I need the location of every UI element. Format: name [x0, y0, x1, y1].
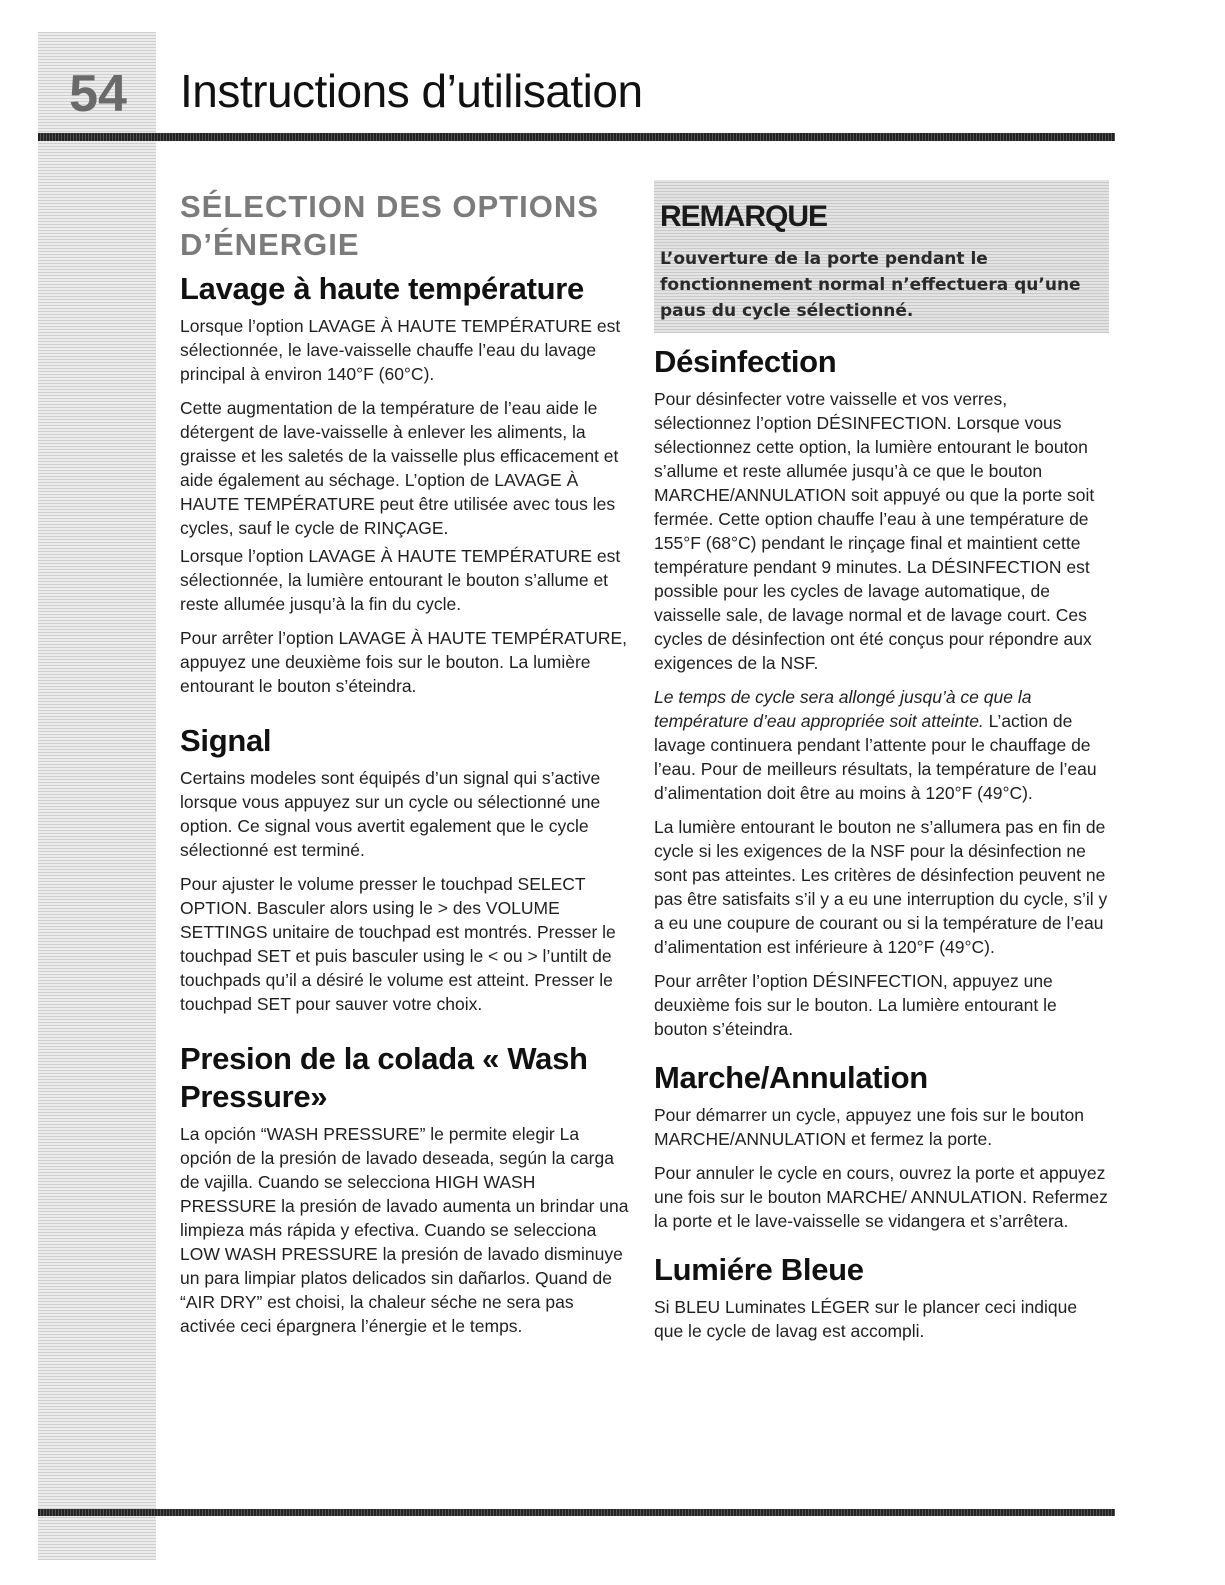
- heading-presion: Presion de la colada « Wash Pressure»: [180, 1041, 588, 1114]
- note-box: [654, 180, 1109, 333]
- signal-paragraph-2: Pour ajuster le volume presser le touchpad SELECT OPTION. Basculer alors using le > des VOLUME SETTINGS unitaire de touchpad est montrés. Presser le touchpad SET et puis basculer using le < ou > l’untilt de touchpads qu’il a désiré le volume est atteint. Presser le touchpad SET pour sauver votre choix.: [180, 874, 616, 1014]
- section-title-line-1: SÉLECTION DES OPTIONS: [180, 189, 599, 224]
- heading-desinfection: Désinfection: [654, 344, 837, 379]
- lavage-paragraph-4: Pour arrêter l’option LAVAGE À HAUTE TEMPÉRATURE, appuyez une deuxième fois sur le bouton. La lumière entourant le bouton s’éteindra.: [180, 628, 628, 696]
- marche-paragraph-1: Pour démarrer un cycle, appuyez une fois sur le bouton MARCHE/ANNULATION et fermez la porte.: [654, 1105, 1084, 1149]
- heading-lumiere: Lumiére Bleue: [654, 1252, 864, 1287]
- desinfection-paragraph-1: Pour désinfecter votre vaisselle et vos verres, sélectionnez l’option DÉSINFECTION. Lorsque vous sélectionnez cette option, la lumière entourant le bouton s’allume et reste allumée jusqu’à ce que le bouton MARCHE/ANNULATION soit appuyé ou que la porte soit fermée. Cette option chauffe l’eau à une température de 155°F (68°C) pendant le rinçage final et maintient cette température pendant 9 minutes. La DÉSINFECTION est possible pour les cycles de lavage automatique, de vaisselle sale, de lavage normal et de lavage court. Ces cycles de désinfection ont été conçus pour répondre aux exigences de la NSF.: [654, 389, 1095, 673]
- presion-paragraph-1: La opción “WASH PRESSURE” le permite elegir La opción de la presión de lavado deseada, según la carga de vajilla. Cuando se selecciona HIGH WASH PRESSURE la presión de lavado aumenta un brindar una limpieza más rápida y efectiva. Cuando se selecciona LOW WASH PRESSURE la presión de lavado disminuye un para limpiar platos delicados sin dañarlos. Quand de “AIR DRY” est choisi, la chaleur séche ne sera pas activée ceci épargnera l’énergie et le temps.: [180, 1124, 629, 1336]
- desinfection-paragraph-3: La lumière entourant le bouton ne s’allumera pas en fin de cycle si les exigences de la NSF pour la désinfection ne sont pas atteintes. Les critères de désinfection peuvent ne pas être satisfaits s’il y a eu une interruption du cycle, s’il y a eu une coupure de courant ou si la température de l’eau d’alimentation est inférieure à 120°F (49°C).: [654, 817, 1108, 957]
- note-text: L’ouverture de la porte pendant le fonctionnement normal n’effectuera qu’une paus du cycle sélectionné.: [660, 249, 1081, 321]
- bottom-rule: [38, 1509, 1115, 1516]
- right-column: [654, 180, 1109, 1353]
- page-title: Instructions d’utilisation: [180, 65, 643, 117]
- note-title: REMARQUE: [660, 200, 828, 233]
- marche-paragraph-2: Pour annuler le cycle en cours, ouvrez la porte et appuyez une fois sur le bouton MARCHE/ ANNULATION. Refermez la porte et le lave-vaisselle se vidangera et s’arrêtera.: [654, 1163, 1108, 1231]
- page-number: 54: [69, 65, 127, 123]
- heading-signal: Signal: [180, 723, 272, 758]
- lavage-paragraph-1: Lorsque l’option LAVAGE À HAUTE TEMPÉRATURE est sélectionnée, le lave-vaisselle chauffe l’eau du lavage principal à environ 140°F (60°C).: [180, 316, 621, 384]
- left-column: [180, 188, 630, 1348]
- side-band-decoration: [38, 32, 156, 1560]
- heading-lavage: Lavage à haute température: [180, 271, 584, 306]
- desinfection-paragraph-2-rest: L’action de lavage continuera pendant l’attente pour le chauffage de l’eau. Pour de meilleurs résultats, la température de l’eau d’alimentation doit être au moins à 120°F (49°C).: [654, 711, 1097, 803]
- lavage-paragraph-2: Cette augmentation de la température de l’eau aide le détergent de lave-vaisselle à enlever les aliments, la graisse et les saletés de la vaisselle plus efficacement et aide également au séchage. L’option de LAVAGE À HAUTE TEMPÉRATURE peut être utilisée avec tous les cycles, sauf le cycle de RINÇAGE.: [180, 398, 619, 538]
- desinfection-italic-note: Le temps de cycle sera allongé jusqu’à ce que la température d’eau appropriée soit atteinte.: [654, 687, 1032, 731]
- lavage-paragraph-3: Lorsque l’option LAVAGE À HAUTE TEMPÉRATURE est sélectionnée, la lumière entourant le bouton s’allume et reste allumée jusqu’à la fin du cycle.: [180, 546, 621, 614]
- section-title-line-2: D’ÉNERGIE: [180, 227, 360, 262]
- top-rule: [38, 133, 1115, 141]
- desinfection-paragraph-2: [654, 685, 1109, 805]
- desinfection-paragraph-4: Pour arrêter l’option DÉSINFECTION, appuyez une deuxième fois sur le bouton. La lumière entourant le bouton s’éteindra.: [654, 971, 1057, 1039]
- signal-paragraph-1: Certains modeles sont équipés d’un signal qui s’active lorsque vous appuyez sur un cycle ou sélectionné une option. Ce signal vous avertit egalement que le cycle sélectionné est terminé.: [180, 768, 601, 860]
- lumiere-paragraph-1: Si BLEU Luminates LÉGER sur le plancer ceci indique que le cycle de lavag est accompli.: [654, 1297, 1078, 1341]
- heading-marche: Marche/Annulation: [654, 1060, 928, 1095]
